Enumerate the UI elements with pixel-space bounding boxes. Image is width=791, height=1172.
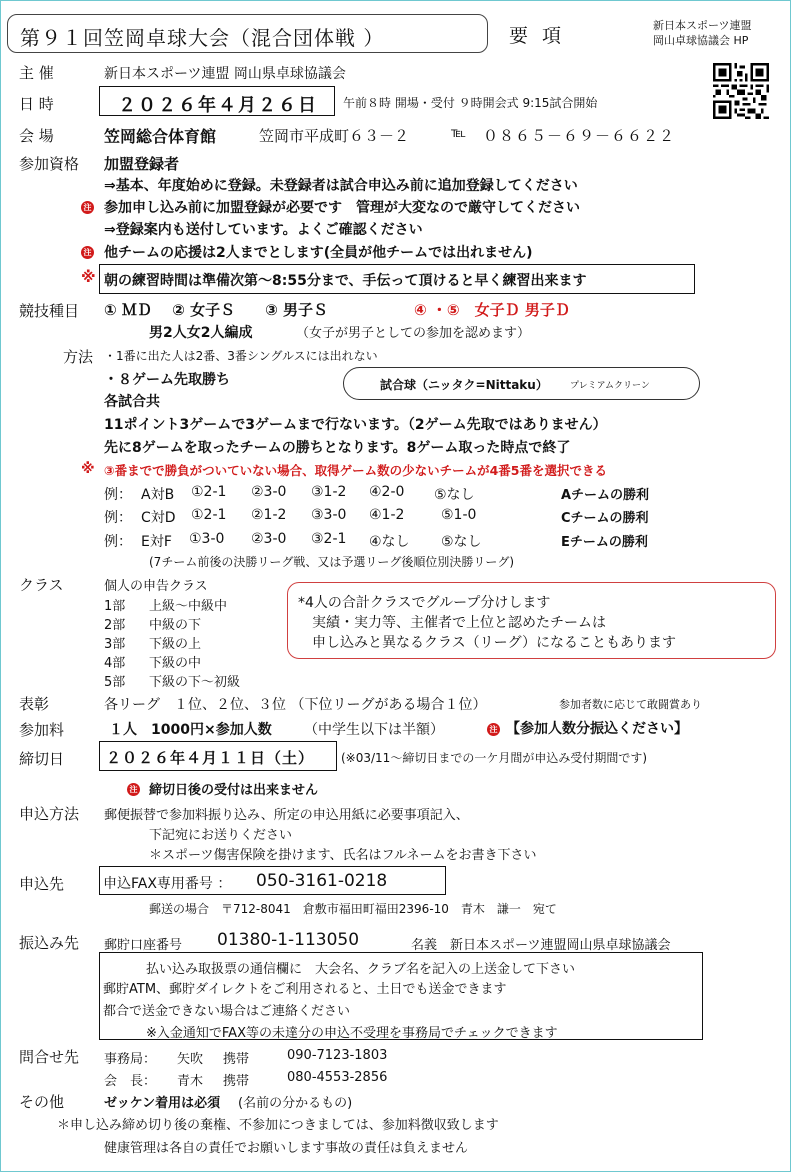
example-game: ②1-2 <box>251 507 287 523</box>
class-level: 下級の上 <box>149 637 202 652</box>
venue-tel: ０８６５－６９－６６２２ <box>483 127 676 145</box>
events-label: 競技種目 <box>19 302 80 320</box>
yoko-label: 要 項 <box>509 25 566 47</box>
caution-icon: 注 <box>81 197 100 216</box>
title-box <box>7 14 488 53</box>
fax-number[interactable]: 050-3161-0218 <box>256 871 388 891</box>
fee-value: １人 1000円×参加人数 <box>109 722 272 738</box>
sponsor-value: 新日本スポーツ連盟 岡山県卓球協議会 <box>104 66 346 82</box>
apply-method-line3: ＊スポーツ傷害保険を掛けます、氏名はフルネームをお書き下さい <box>149 848 537 863</box>
example-game: ⑤なし <box>441 534 482 550</box>
contact-role: 事務局： <box>104 1052 157 1067</box>
transfer-label: 振込み先 <box>19 934 80 952</box>
example-match: A対B <box>141 487 175 503</box>
deadline-note: (※03/11～締切日までの一ケ月間が申込み受付期間です) <box>341 751 648 765</box>
awards-note: 参加者数に応じて敢闘賞あり <box>559 698 702 711</box>
fee-note: （中学生以下は半額） <box>304 722 444 738</box>
eligibility-label: 参加資格 <box>19 155 80 173</box>
transfer-note3: 都合で送金できない場合はご連絡ください <box>103 1004 351 1019</box>
eligibility-line2: 参加申し込み前に加盟登録が必要です 管理が大変なので厳守してください <box>104 200 580 216</box>
apply-method-line1: 郵便振替で参加料振り込み、所定の申込用紙に必要事項記入、 <box>104 808 469 823</box>
class-div: 5部 <box>104 675 126 690</box>
transfer-note2: 郵貯ATM、郵貯ダイレクトをご利用されると、土日でも送金できます <box>103 982 507 997</box>
qr-code-icon[interactable] <box>713 63 769 119</box>
contact-label: 問合せ先 <box>19 1048 80 1066</box>
account-label: 郵貯口座番号 <box>104 938 183 953</box>
example-result: Aチームの勝利 <box>561 488 650 503</box>
event-date: ２０２６年４月２６日 <box>118 95 318 116</box>
class-label: クラス <box>19 576 64 594</box>
method-line4: 11ポイント3ゲームで3ゲームまで行ないます。（2ゲーム先取ではありません） <box>104 417 607 433</box>
class-level: 中級の下 <box>149 618 202 633</box>
example-row: 例： <box>104 510 132 526</box>
bib-required: ゼッケン着用は必須 <box>104 1096 221 1111</box>
example-game: ③1-2 <box>311 484 347 500</box>
eligibility-line1: ⇒基本、年度始めに登録。未登録者は試合申込み前に追加登録してください <box>104 178 578 194</box>
example-match: E対F <box>141 534 172 550</box>
method-line1: ・1番に出た人は2番、3番シングルスには出れない <box>104 349 378 363</box>
example-row: 例： <box>104 534 132 550</box>
contact-name: 矢吹 <box>177 1052 204 1067</box>
example-game: ④なし <box>369 534 410 550</box>
official-ball: 試合球（ニッタク=Nittaku） <box>380 378 548 392</box>
class-div: 4部 <box>104 656 126 671</box>
example-row: 例： <box>104 487 132 503</box>
date-box <box>99 86 335 116</box>
transfer-note-box <box>99 952 703 1040</box>
account-number: 01380-1-113050 <box>217 930 360 950</box>
caution-icon: 注 <box>127 779 146 798</box>
example-match: C対D <box>141 510 176 526</box>
method-line6: ③番までで勝負がついていない場合、取得ゲーム数の少ないチームが4番5番を選択できる <box>104 463 607 478</box>
other-label: その他 <box>19 1093 65 1111</box>
bib-note: (名前の分かるもの) <box>238 1096 353 1111</box>
contact-type: 携帯 <box>223 1074 250 1089</box>
eligibility-line4: 他チームの応援は2人までとします(全員が他チームでは出れません) <box>104 245 533 261</box>
caution-icon: 注 <box>487 719 506 738</box>
class-note3: 申し込みと異なるクラス（リーグ）になることもあります <box>312 635 676 651</box>
note-mark: ※ <box>81 268 96 286</box>
transfer-note1: 払い込み取扱票の通信欄に 大会名、クラブ名を記入の上送金して下さい <box>146 962 576 977</box>
awards-value: 各リーグ １位、２位、３位 （下位リーグがある場合１位） <box>104 697 487 713</box>
class-div: 1部 <box>104 599 126 614</box>
deadline-after: 締切日後の受付は出来ません <box>149 783 319 798</box>
caution-icon: 注 <box>81 242 100 261</box>
class-level: 上級～中級中 <box>149 599 228 614</box>
venue-label: 会 場 <box>19 127 54 145</box>
example-game: ②3-0 <box>251 531 287 547</box>
datetime-label: 日 時 <box>19 95 54 113</box>
org-line1: 新日本スポーツ連盟 <box>653 19 752 32</box>
practice-note: 朝の練習時間は準備次第～8:55分まで、手伝って頂けると早く練習出来ます <box>104 273 587 289</box>
example-game: ④2-0 <box>369 484 405 500</box>
class-note-box <box>287 582 776 659</box>
class-note1: *4人の合計クラスでグループ分けします <box>298 595 551 611</box>
example-game: ①2-1 <box>191 507 227 523</box>
mail-address: 郵送の場合 〒712-8041 倉敷市福田町福田2396-10 青木 謙一 宛て <box>149 902 557 916</box>
example-game: ①3-0 <box>189 531 225 547</box>
transfer-note4: ※入金通知でFAX等の未達分の申込不受理を事務局でチェックできます <box>146 1026 558 1041</box>
eligibility-line3: ⇒登録案内も送付しています。よくご確認ください <box>104 222 423 238</box>
eligibility-head: 加盟登録者 <box>104 155 180 173</box>
datetime-note: 午前８時 開場・受付 ９時開会式 9:15試合開始 <box>343 96 598 110</box>
class-note2: 実績・実力等、主催者で上位と認めたチームは <box>312 615 606 631</box>
org-line2[interactable]: 岡山卓球協議会 HP <box>653 34 749 47</box>
venue-name: 笠岡総合体育館 <box>104 127 217 146</box>
venue-address: 笠岡市平成町６３－２ <box>259 127 410 145</box>
apply-method-label: 申込方法 <box>19 805 80 823</box>
method-label: 方法 <box>63 348 94 366</box>
contact-name: 青木 <box>177 1074 204 1089</box>
team-formation: 男2人女2人編成 <box>149 325 253 341</box>
fee-label: 参加料 <box>19 721 65 739</box>
apply-to-label: 申込先 <box>19 875 65 893</box>
events-items: ① ＭＤ ② 女子Ｓ ③ 男子Ｓ <box>104 301 328 319</box>
class-div: 3部 <box>104 637 126 652</box>
events-items-doubles: ④ ・⑤ 女子Ｄ 男子Ｄ <box>414 301 570 319</box>
fee-transfer: 【参加人数分振込ください】 <box>506 721 688 737</box>
example-game: ①2-1 <box>191 484 227 500</box>
example-game: ④1-2 <box>369 507 405 523</box>
method-line3: 各試合共 <box>104 394 160 410</box>
page-title: 第９１回笠岡卓球大会（混合団体戦 ） <box>20 26 385 50</box>
apply-method-line2: 下記宛にお送りください <box>149 828 293 843</box>
class-level: 下級の中 <box>149 656 202 671</box>
example-result: Cチームの勝利 <box>561 511 649 526</box>
fax-box <box>99 866 446 895</box>
contact-tel[interactable]: 090-7123-1803 <box>287 1048 388 1063</box>
example-game: ③2-1 <box>311 531 347 547</box>
deadline-label: 締切日 <box>19 750 65 768</box>
example-result: Eチームの勝利 <box>561 535 648 550</box>
example-game: ②3-0 <box>251 484 287 500</box>
method-line2: ・８ゲーム先取勝ち <box>104 372 230 388</box>
example-game: ⑤なし <box>434 487 475 503</box>
account-name: 名義 新日本スポーツ連盟岡山県卓球協議会 <box>411 938 671 953</box>
method-line5: 先に8ゲームを取ったチームの勝ちとなります。8ゲーム取った時点で終了 <box>104 440 571 456</box>
other-line3: 健康管理は各自の責任でお願いします事故の責任は負えません <box>104 1141 469 1156</box>
deadline-box <box>99 741 337 771</box>
contact-type: 携帯 <box>223 1052 250 1067</box>
official-ball-type: プレミアムクリーン <box>570 381 650 391</box>
sponsor-label: 主 催 <box>19 64 54 82</box>
ball-box <box>343 367 700 400</box>
contact-role: 会 長： <box>104 1074 157 1089</box>
example-game: ⑤1-0 <box>441 507 477 523</box>
deadline-date: ２０２６年４月１１日（土） <box>106 749 315 767</box>
note-mark: ※ <box>81 461 95 477</box>
example-game: ③3-0 <box>311 507 347 523</box>
class-div: 2部 <box>104 618 126 633</box>
other-line2: ＊申し込み締め切り後の棄権、不参加につきましては、参加料徴収致します <box>57 1118 499 1133</box>
practice-box <box>99 264 695 294</box>
contact-tel[interactable]: 080-4553-2856 <box>287 1070 388 1085</box>
awards-label: 表彰 <box>19 695 50 713</box>
fax-label: 申込FAX専用番号 ： <box>103 876 232 892</box>
league-note: (7チーム前後の決勝リーグ戦、又は予選リーグ後順位別決勝リーグ) <box>149 555 515 569</box>
tel-icon: ℡ <box>451 125 467 141</box>
class-level: 下級の下～初級 <box>149 675 241 690</box>
class-head: 個人の申告クラス <box>104 579 208 594</box>
team-formation-note: （女子が男子としての参加を認めます） <box>296 326 531 341</box>
